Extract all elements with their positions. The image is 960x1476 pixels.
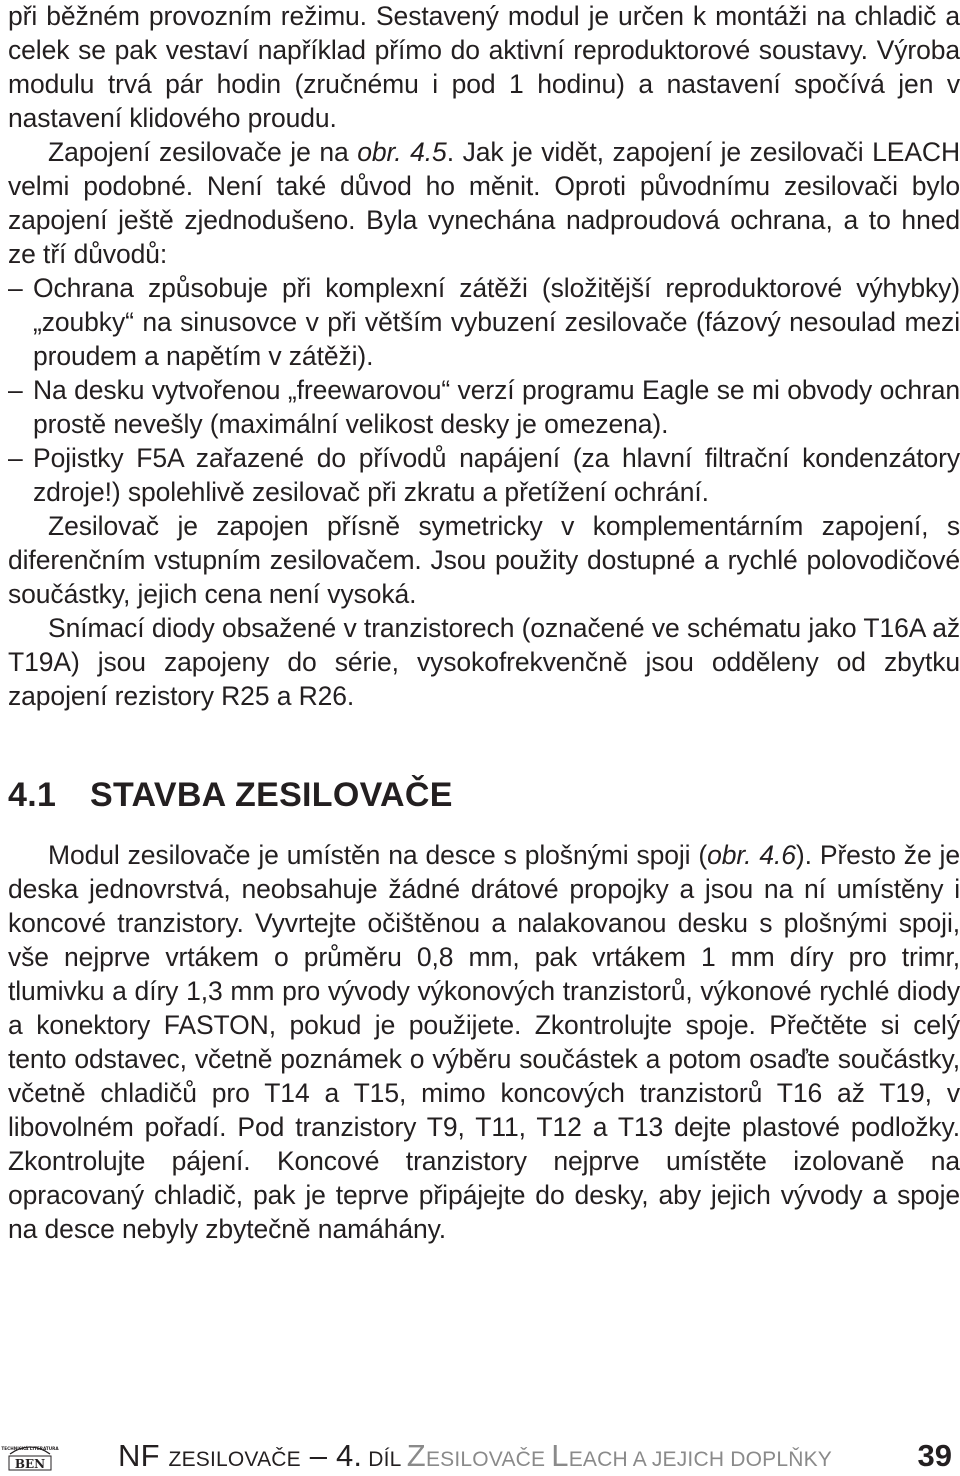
logo-main-text: BEN: [14, 1457, 46, 1471]
footer-dil: DÍL: [362, 1448, 407, 1471]
footer-nf: NF: [118, 1438, 169, 1473]
paragraph-2-end: . Jak je vidět, zapojení je zesilovači LEACH velmi podobné. Není také důvod ho měnit. Oproti původnímu zesilovači bylo zapojení ještě zjednodušeno. Byla vynechána nadproudová ochrana, a to hned ze tří důvodů:: [8, 137, 960, 269]
paragraph-5: [8, 838, 960, 1246]
page-number: 39: [917, 1438, 952, 1473]
footer-title-initial-z: Z: [406, 1438, 426, 1473]
bullet-text-2: Na desku vytvořenou „freewarovou“ verzí programu Eagle se mi obvody ochran prostě nevešly (maximální velikost desky je omezena).: [33, 375, 960, 439]
footer-title-rest: EACH A JEJICH DOPLŇKY: [568, 1448, 832, 1471]
bullet-item-1: [8, 271, 960, 373]
figure-reference-4-6: obr. 4.6: [707, 840, 796, 870]
paragraph-3: Zesilovač je zapojen přísně symetricky v komplementárním zapojení, s diferenčním vstupním zesilovačem. Jsou použity dostupné a rychlé polovodičové součástky, jejich cena není vysoká.: [8, 511, 960, 609]
paragraph-5-start: Modul zesilovače je umístěn na desce s plošnými spoji (: [48, 840, 708, 870]
footer-dash: –: [300, 1438, 336, 1473]
dash-marker: –: [8, 273, 23, 303]
paragraph-2: [8, 135, 960, 271]
footer-title-initial-l: L: [551, 1438, 569, 1473]
footer-zesilovace: ZESILOVAČE: [168, 1448, 301, 1471]
logo-subtitle-text: TECHNICKÁ LITERATURA: [1, 1446, 59, 1451]
section-number: 4.1: [8, 776, 57, 814]
paragraph-1: při běžném provozním režimu. Sestavený modul je určen k montáži na chladič a celek se pak vestaví například přímo do aktivní reproduktorové soustavy. Výroba modulu trvá pár hodin (zručnému i pod 1 hodinu) a nastavení spočívá jen v nastavení klidového proudu.: [8, 1, 960, 133]
paragraph-2-start: Zapojení zesilovače je na: [48, 137, 358, 167]
section-title: STAVBA ZESILOVAČE: [90, 776, 453, 814]
footer-part-number: 4.: [335, 1438, 363, 1473]
bullet-item-3: [8, 441, 960, 509]
footer-title-esilovace: ESILOVAČE: [425, 1448, 552, 1471]
page-footer: [0, 1434, 960, 1476]
body-text-top: [8, 0, 960, 713]
bullet-text-1: Ochrana způsobuje při komplexní zátěži (složitější reproduktorové výhybky) „zoubky“ na sinusovce v při větším vybuzení zesilovače (fázový nesoulad mezi proudem a napětím v zátěži).: [33, 273, 960, 371]
figure-reference-4-5: obr. 4.5: [357, 137, 447, 167]
publisher-logo: [1, 1438, 59, 1474]
paragraph-5-end: ). Přesto že je deska jednovrstvá, neobsahuje žádné drátové propojky a jsou na ní umístěny i koncové tranzistory. Vyvrtejte očištěnou a nalakovanou desku s plošnými spoji, vše nejprve vrtákem o průměru 0,8 mm, pak vrtákem 1 mm díry pro trimr, tlumivku a díry 1,3 mm pro vývody výkonových tranzistorů, výkonové rychlé diody a konektory FASTON, pokud je použijete. Zkontrolujte spoje. Přečtěte si celý tento odstavec, včetně poznámek o výběru součástek a potom osaďte součástky, včetně chladičů pro T14 a T15, mimo koncových tranzistorů T16 až T19, v libovolném pořadí. Pod tranzistory T9, T11, T12 a T13 dejte plastové podložky. Zkontrolujte pájení. Koncové tranzistory nejprve umístěte izolovaně na opracovaný chladič, pak je teprve připájejte do desky, aby jejich vývody a spoje na desce nebyly zbytečně namáhány.: [8, 840, 960, 1244]
running-footer-title: [118, 1438, 832, 1474]
paragraph-4: Snímací diody obsažené v tranzistorech (označené ve schématu jako T16A až T19A) jsou zapojeny do série, vysokofrekvenčně jsou odděleny od zbytku zapojení rezistory R25 a R26.: [8, 613, 960, 711]
bullet-item-2: [8, 373, 960, 441]
body-text-bottom: [8, 838, 960, 1246]
bullet-text-3: Pojistky F5A zařazené do přívodů napájení (za hlavní filtrační kondenzátory zdroje!) spolehlivě zesilovač při zkratu a přetížení ochrání.: [33, 443, 960, 507]
dash-marker: –: [8, 375, 23, 405]
section-heading: [8, 776, 453, 815]
dash-marker: –: [8, 443, 23, 473]
